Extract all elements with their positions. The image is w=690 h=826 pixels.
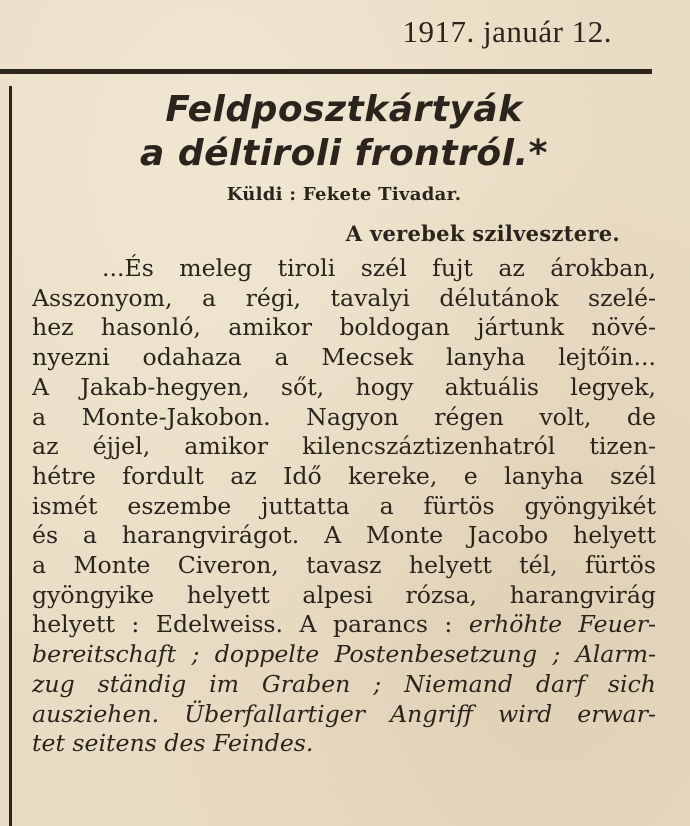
body-line: és a harangvirágot. A Monte Jacobo helyett <box>32 521 656 550</box>
header-rule <box>0 69 652 74</box>
issue-date: 1917. január 12. <box>402 14 612 49</box>
article-byline: Küldi : Fekete Tivadar. <box>226 184 462 205</box>
title-line-2: a déltiroli frontról.* <box>140 133 548 174</box>
body-line-italic: zug ständig im Graben ; Niemand darf sich <box>32 669 656 698</box>
body-line-italic: bereitschaft ; doppelte Postenbesetzung ; Alarm- <box>32 640 656 669</box>
body-line: Asszonyom, a régi, tavalyi délutánok szelé- <box>32 283 656 312</box>
article-body <box>32 254 656 759</box>
section-subhead: A verebek szilvesztere. <box>345 221 620 246</box>
body-line-italic: erhöhte Feuer- <box>468 610 656 639</box>
body-line: hez hasonló, amikor boldogan jártunk növé- <box>32 313 656 342</box>
body-line <box>32 610 656 640</box>
body-line: gyöngyike helyett alpesi rózsa, harangvirág <box>32 580 656 609</box>
body-line-italic: tet seitens des Feindes. <box>32 729 314 758</box>
body-line: a Monte Civeron, tavasz helyett tél, fürtös <box>32 551 656 580</box>
body-line: hétre fordult az Idő kereke, e lanyha szél <box>32 461 656 490</box>
body-line: nyezni odahaza a Mecsek lanyha lejtőin... <box>32 343 656 372</box>
article <box>32 88 656 759</box>
article-title <box>32 88 656 176</box>
body-line: ismét eszembe juttatta a fürtös gyöngyikét <box>32 491 656 520</box>
body-line-roman: helyett : Edelweiss. A parancs : <box>32 610 469 639</box>
body-line: az éjjel, amikor kilencszáztizenhatról tizen- <box>32 432 656 461</box>
body-line: a Monte-Jakobon. Nagyon régen volt, de <box>32 402 656 431</box>
body-line: ...És meleg tiroli szél fujt az árokban, <box>102 254 656 282</box>
column-rule <box>9 86 12 826</box>
body-line: A Jakab-hegyen, sőt, hogy aktuális legyek, <box>32 372 656 401</box>
body-line-italic: ausziehen. Überfallartiger Angriff wird erwar- <box>32 699 656 728</box>
title-line-1: Feldposztkártyák <box>165 89 523 130</box>
